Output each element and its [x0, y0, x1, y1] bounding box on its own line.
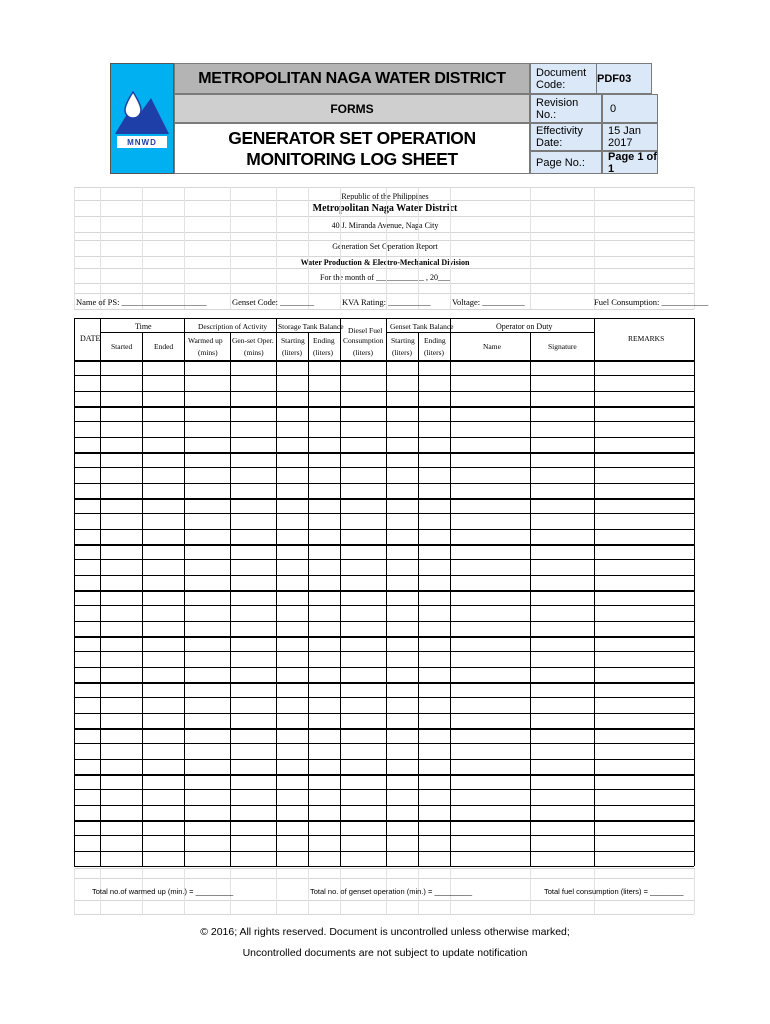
total-fuel-consumption: Total fuel consumption (liters) = ________: [544, 887, 684, 896]
table-row-line: [74, 805, 694, 806]
faint-col-line: [530, 187, 531, 309]
faint-row-line: [74, 240, 694, 241]
table-column-line: [100, 318, 101, 866]
revision-value: 0: [602, 94, 658, 123]
fuel-consumption-field: Fuel Consumption: ___________: [594, 297, 709, 307]
faint-col-line: [694, 187, 695, 309]
table-row-line: [74, 667, 694, 668]
logo-box: [110, 63, 174, 174]
col-warmed-up-unit: (mins): [198, 348, 218, 357]
faint-col-line: [340, 187, 341, 309]
table-row-line: [74, 575, 694, 576]
table-column-line: [386, 318, 387, 866]
effectivity-label: Effectivity Date:: [530, 123, 602, 151]
col-date-header: DATE: [80, 334, 101, 343]
document-code-value: PDF03: [596, 63, 652, 94]
faint-col-line: [74, 187, 75, 309]
sheet-title: GENERATOR SET OPERATION MONITORING LOG SHEET: [174, 123, 530, 174]
table-row-line: [74, 697, 694, 698]
faint-col-line: [74, 868, 75, 914]
col-storage-starting: Starting: [281, 336, 305, 345]
col-storage-tank-header: Storage Tank Balance: [278, 322, 344, 331]
faint-col-line: [418, 187, 419, 309]
district-name: Metropolitan Naga Water District: [312, 203, 458, 214]
col-time-header: Time: [135, 322, 152, 331]
table-row-line: [74, 621, 694, 622]
col-genset-starting: Starting: [391, 336, 415, 345]
col-name-header: Name: [483, 342, 501, 351]
division-name: Water Production & Electro-Mechanical Division: [300, 258, 470, 267]
group-divider: [74, 820, 694, 822]
faint-col-line: [450, 187, 451, 309]
col-diesel-fuel-header: Diesel Fuel: [348, 326, 383, 335]
page-no-label: Page No.:: [530, 151, 602, 174]
footer-notice: Uncontrolled documents are not subject to update notification: [242, 947, 528, 959]
faint-row-line: [74, 268, 694, 269]
faint-row-line: [74, 283, 694, 284]
group-divider: [74, 682, 694, 684]
col-consumption-unit: (liters): [353, 348, 373, 357]
table-column-line: [230, 332, 231, 866]
col-signature-header: Signature: [548, 342, 577, 351]
table-column-line: [530, 332, 531, 866]
effectivity-value: 15 Jan 2017: [602, 123, 658, 151]
table-row-line: [74, 467, 694, 468]
col-genset-starting-unit: (liters): [392, 348, 412, 357]
table-column-line: [694, 318, 695, 866]
col-operator-header: Operator on Duty: [496, 322, 553, 331]
table-row-line: [74, 835, 694, 836]
table-row-line: [74, 391, 694, 392]
svg-text:MNWD: MNWD: [127, 138, 157, 147]
table-row-line: [74, 713, 694, 714]
table-row-line: [74, 529, 694, 530]
voltage-field: Voltage: __________: [452, 297, 525, 307]
faint-row-line: [74, 187, 694, 188]
water-district-logo-icon: [111, 64, 173, 173]
col-warmed-up-header: Warmed up: [188, 336, 223, 345]
faint-row-line: [74, 868, 694, 869]
table-column-line: [450, 318, 451, 866]
forms-label: FORMS: [174, 94, 530, 123]
group-divider: [74, 728, 694, 730]
table-row-line: [74, 605, 694, 606]
table-column-line: [594, 318, 595, 866]
faint-col-line: [594, 187, 595, 309]
table-row-line: [74, 743, 694, 744]
group-divider: [74, 498, 694, 500]
republic-line: Republic of the Philippines: [341, 192, 429, 201]
table-row-line: [74, 851, 694, 852]
table-row-line: [74, 483, 694, 484]
faint-row-line: [74, 256, 694, 257]
table-row-line: [74, 421, 694, 422]
report-title: Generation Set Operation Report: [332, 242, 438, 251]
document-code-label: Document Code:: [530, 63, 602, 94]
faint-row-line: [74, 878, 694, 879]
col-genset-ending: Ending: [424, 336, 446, 345]
table-column-line: [142, 332, 143, 866]
group-divider: [74, 544, 694, 546]
faint-col-line: [694, 868, 695, 914]
table-row-line: [74, 789, 694, 790]
faint-col-line: [308, 868, 309, 914]
group-divider: [74, 636, 694, 638]
col-consumption-header: Consumption: [343, 336, 384, 345]
faint-col-line: [142, 187, 143, 309]
col-started-header: Started: [111, 342, 133, 351]
group-divider: [74, 590, 694, 592]
faint-row-line: [74, 900, 694, 901]
table-column-line: [184, 318, 185, 866]
col-remarks-header: REMARKS: [628, 334, 665, 343]
table-row-line: [74, 375, 694, 376]
total-warmed-up: Total no.of warmed up (min.) = _________: [92, 887, 234, 896]
col-genset-oper-header: Gen-set Oper.: [232, 336, 274, 345]
faint-col-line: [276, 187, 277, 309]
faint-col-line: [530, 868, 531, 914]
col-storage-ending-unit: (liters): [313, 348, 333, 357]
total-genset-operation: Total no. of genset operation (min.) = _________: [310, 887, 472, 896]
group-divider: [74, 774, 694, 776]
header-subdivider: [450, 332, 594, 333]
table-header-bottom: [74, 360, 694, 362]
col-genset-ending-unit: (liters): [424, 348, 444, 357]
table-bottom-border: [74, 866, 694, 867]
table-row-line: [74, 759, 694, 760]
group-divider: [74, 452, 694, 454]
group-divider: [74, 406, 694, 408]
revision-label: Revision No.:: [530, 94, 602, 123]
org-name: METROPOLITAN NAGA WATER DISTRICT: [174, 63, 530, 94]
faint-row-line: [74, 293, 694, 294]
faint-row-line: [74, 914, 694, 915]
faint-row-line: [74, 309, 694, 310]
faint-row-line: [74, 200, 694, 201]
table-column-line: [308, 332, 309, 866]
name-of-ps-field: Name of PS: ____________________: [76, 297, 207, 307]
kva-rating-field: KVA Rating: __________: [342, 297, 431, 307]
col-storage-starting-unit: (liters): [282, 348, 302, 357]
table-row-line: [74, 651, 694, 652]
faint-col-line: [184, 187, 185, 309]
table-column-line: [74, 318, 75, 866]
address-line: 40 J. Miranda Avenue, Naga City: [331, 221, 439, 230]
faint-col-line: [276, 868, 277, 914]
col-ended-header: Ended: [154, 342, 174, 351]
table-column-line: [340, 318, 341, 866]
footer-copyright: © 2016; All rights reserved. Document is uncontrolled unless otherwise marked;: [200, 926, 570, 938]
faint-col-line: [308, 187, 309, 309]
table-top-border: [74, 318, 694, 319]
faint-col-line: [100, 187, 101, 309]
table-row-line: [74, 513, 694, 514]
faint-col-line: [230, 187, 231, 309]
page-no-value: Page 1 of 1: [602, 151, 658, 174]
table-row-line: [74, 559, 694, 560]
faint-row-line: [74, 232, 694, 233]
table-column-line: [418, 332, 419, 866]
faint-col-line: [386, 187, 387, 309]
faint-row-line: [74, 216, 694, 217]
month-line: For the month of ____________ , 20___: [320, 273, 450, 282]
col-genset-tank-header: Genset Tank Balance: [390, 322, 454, 331]
genset-code-field: Genset Code: ________: [232, 297, 315, 307]
table-row-line: [74, 437, 694, 438]
table-column-line: [276, 318, 277, 866]
col-storage-ending: Ending: [313, 336, 335, 345]
col-description-header: Description of Activity: [198, 322, 268, 331]
col-genset-oper-unit: (mins): [244, 348, 264, 357]
